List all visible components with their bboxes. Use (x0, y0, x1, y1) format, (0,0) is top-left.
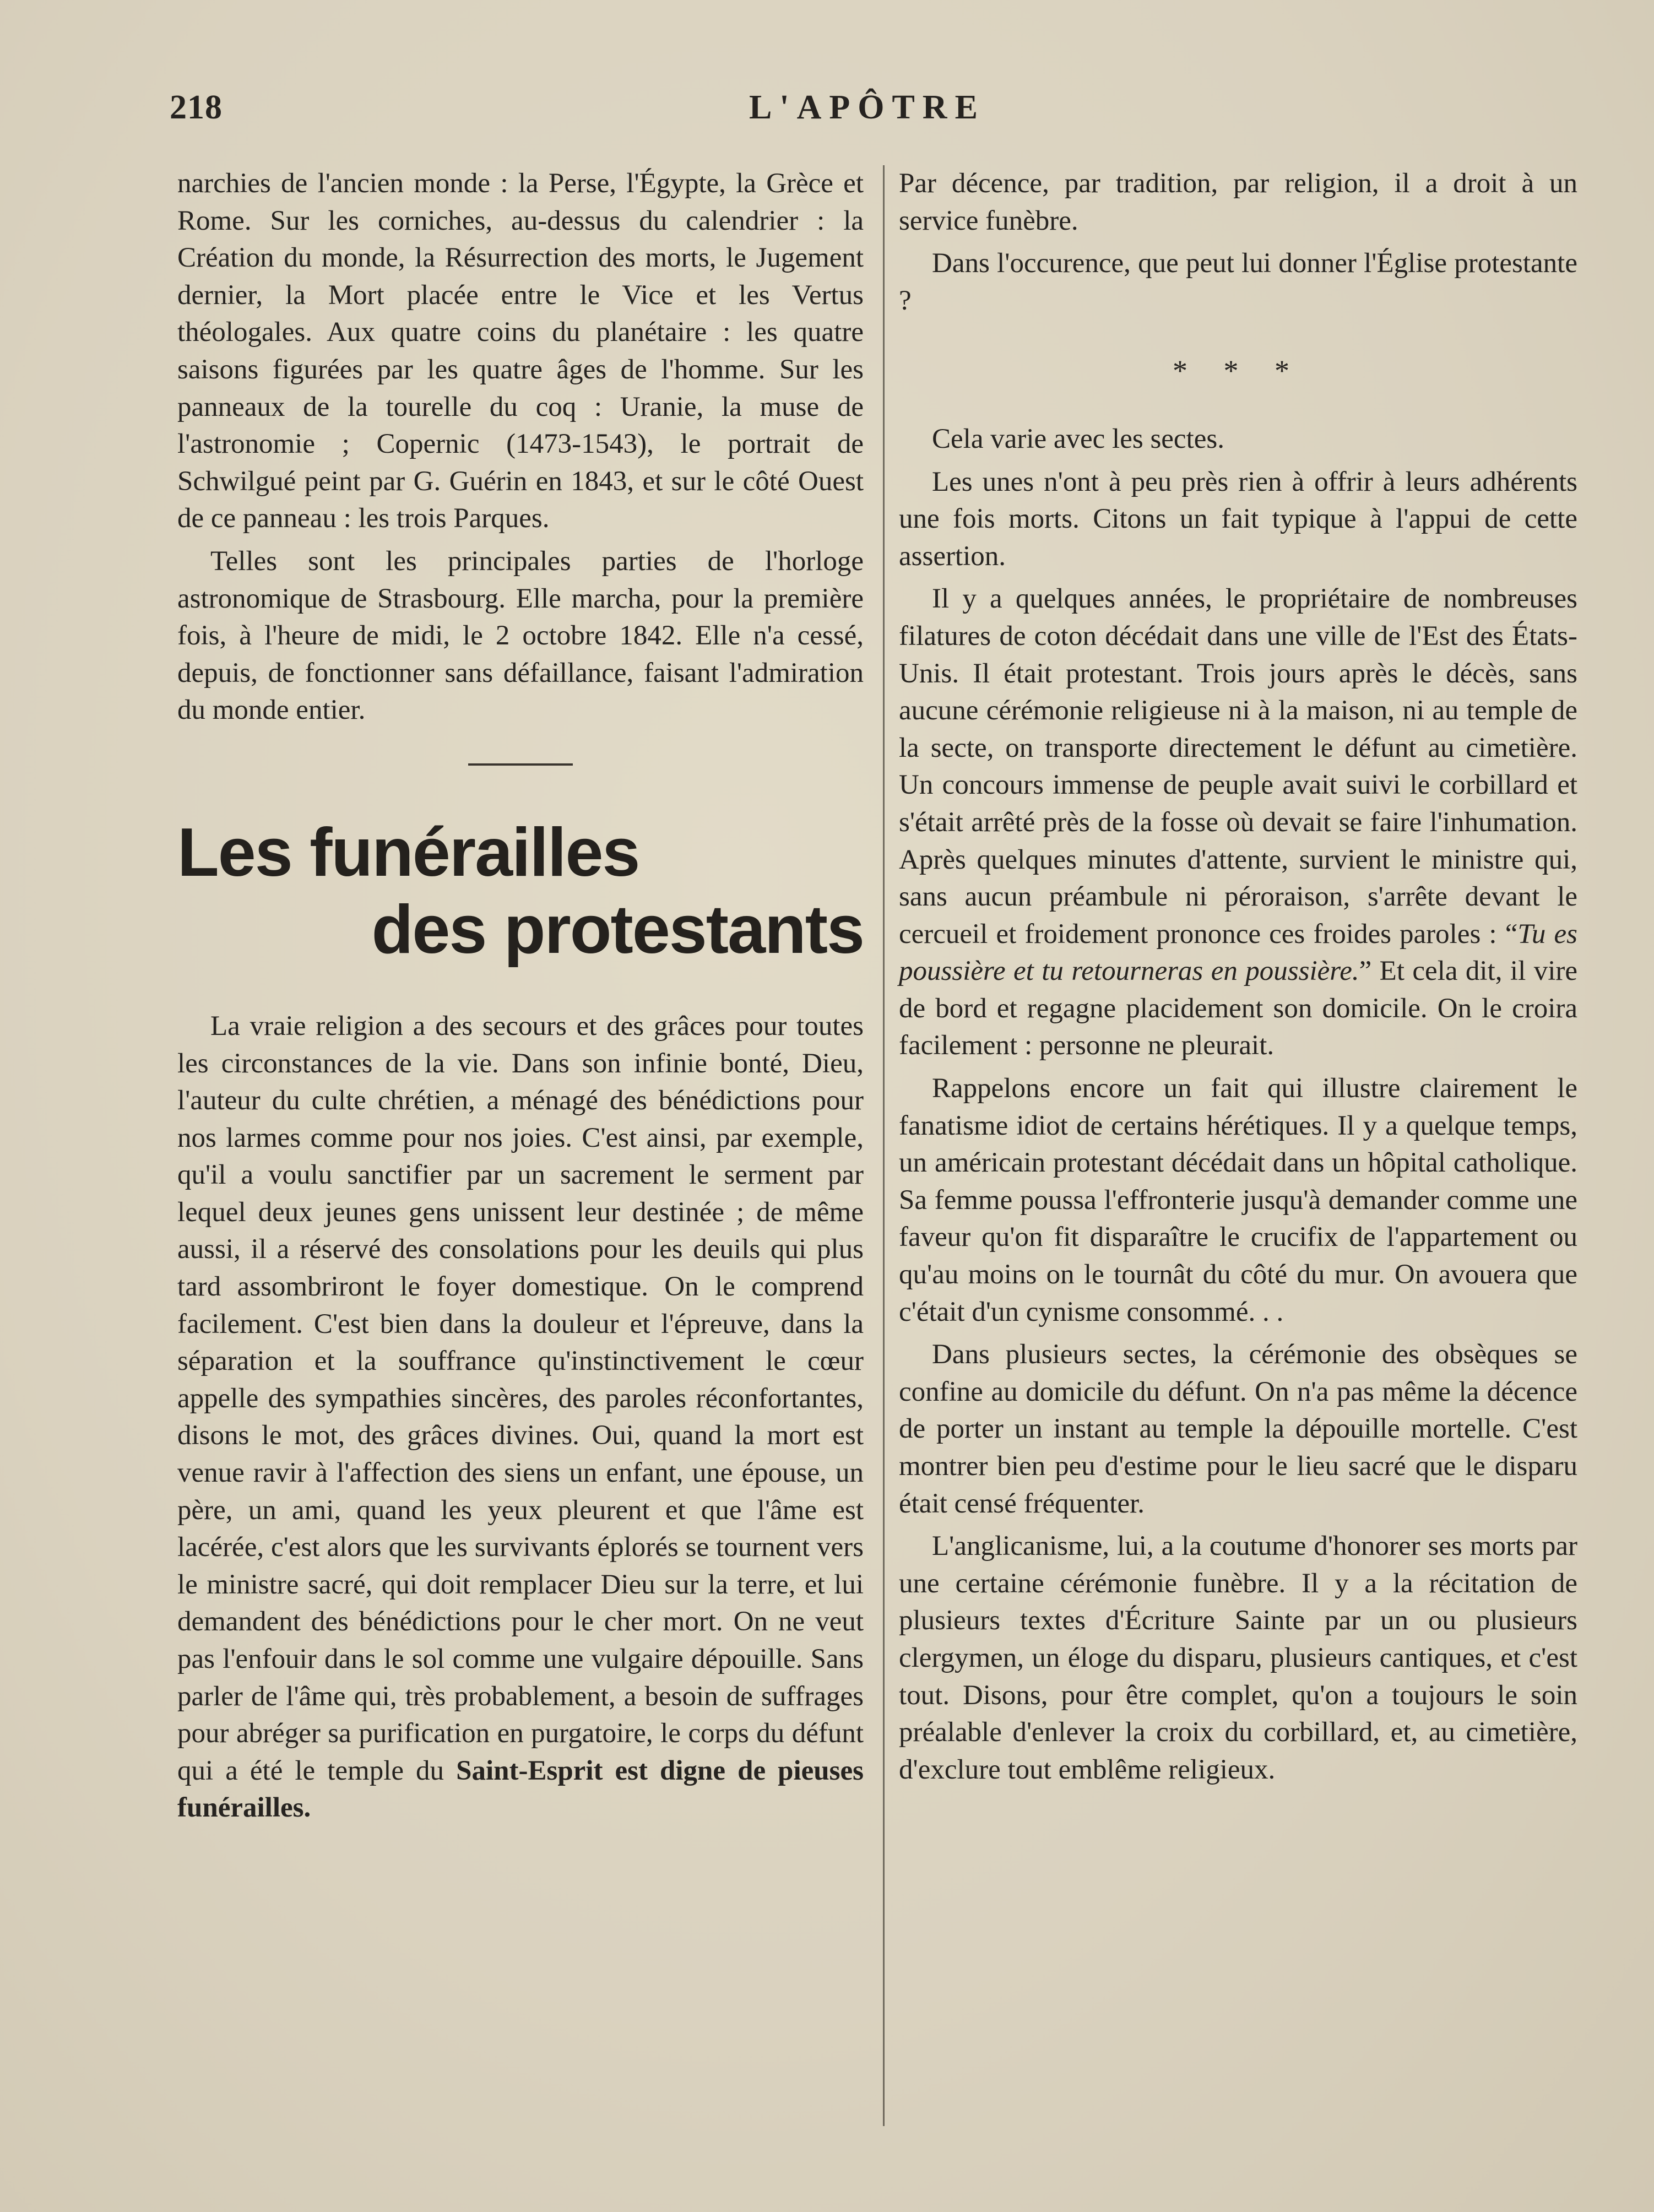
right-paragraph-question: Dans l'occurence, que peut lui donner l'Église protestante ? (899, 248, 1577, 316)
page-number: 218 (170, 89, 223, 126)
right-paragraph-continuation: Par décence, par tradition, par religion, il a droit à un service funèbre. (899, 168, 1577, 236)
column-divider (883, 165, 885, 2126)
story-quote: Tu es poussière et tu retourneras en poussière. (899, 918, 1577, 987)
section-divider (468, 763, 573, 766)
right-paragraph-sects: Cela varie avec les sectes. (932, 423, 1224, 454)
article-title-line-2: des protestants (371, 891, 864, 968)
article-paragraph-intro (177, 1008, 864, 1827)
right-paragraph-nothing: Les unes n'ont à peu près rien à offrir à leurs adhérents une fois morts. Citons un fait typique à l'appui de cette assertion. (899, 466, 1577, 572)
page-header (0, 88, 1654, 138)
story-text-before-quote: Il y a quelques années, le propriétaire de nombreuses filatures de coton décédait dans une ville de l'Est des États-Unis. Il était protestant. Trois jours après le décès, sans aucune cérémonie religieuse ni à la maison, ni au temple de la secte, on transporte directement le défunt au cimetière. Un concours immense de peuple avait suivi le corbillard et s'était arrêté près de la fosse où devait se faire l'inhumation. Après quelques minutes d'attente, survient le ministre qui, sans aucun préambule ni péroraison, s'arrête devant le cercueil et froidement prononce ces froides paroles : “ (899, 583, 1577, 950)
left-paragraph-clock: Telles sont les principales parties de l'horloge astronomique de Strasbourg. Elle marcha, pour la première fois, à l'heure de midi, le 2 octobre 1842. Elle n'a cessé, depuis, de fonctionner sans défaillance, faisant l'admiration du monde entier. (177, 545, 864, 726)
article-paragraph-closing: Saint-Esprit est digne de pieuses funérailles. (177, 1755, 864, 1824)
asterism-separator: * * * (1173, 354, 1304, 388)
running-head: L'APÔTRE (749, 89, 985, 126)
left-paragraph-continuation: narchies de l'ancien monde : la Perse, l'Égypte, la Grèce et Rome. Sur les corniches, au-dessus du calendrier : la Création du monde, la Résurrection des morts, le Jugement dernier, la Mort placée entre le Vice et les Vertus théologales. Aux quatre coins du planétaire : les quatre saisons figurées par les quatre âges de l'homme. Sur les panneaux de la tourelle du coq : Uranie, la muse de l'astronomie ; Copernic (1473-1543), le portrait de Schwilgué peint par G. Guérin en 1843, et sur le côté Ouest de ce panneau : les trois Parques. (177, 168, 864, 534)
story-text-after-quote: ” Et cela dit, il vire de bord et regagne placidement son domicile. On le croira facilement : personne ne pleurait. (899, 956, 1577, 1061)
right-paragraph-story (899, 581, 1577, 1065)
article-paragraph-body: La vraie religion a des secours et des grâces pour toutes les circonstances de la vie. Dans son infinie bonté, Dieu, l'auteur du culte chrétien, a ménagé des bénédictions pour nos larmes comme pour nos joies. C'est ainsi, par exemple, qu'il a voulu sanctifier par un sacrement le serment par lequel deux jeunes gens unissent leur destinée ; de même aussi, il a réservé des consolations pour les deuils qui plus tard assombriront le foyer domestique. On le comprend facilement. C'est bien dans la douleur et l'épreuve, dans la séparation et la souffrance qu'instinctivement le cœur appelle des sympathies sincères, des paroles réconfortantes, disons le mot, des grâces divines. Oui, quand la mort est venue ravir à l'affection des siens un enfant, une épouse, un père, un ami, quand les yeux pleurent et que l'âme est lacérée, c'est alors que les survivants éplorés se tournent vers le ministre sacré, qui doit remplacer Dieu sur la terre, et lui demandent des bénédictions pour le cher mort. On ne veut pas l'enfouir dans le sol comme une vulgaire dépouille. Sans parler de l'âme qui, très probablement, a besoin de suffrages pour abréger sa purification en purgatoire, le corps du défunt qui a été le temple du (177, 1010, 864, 1786)
left-column (177, 165, 864, 1827)
article-title-line-1: Les funérailles (177, 814, 639, 891)
right-column (899, 165, 1577, 1788)
right-paragraph-domicile: Dans plusieurs sectes, la cérémonie des obsèques se confine au domicile du défunt. On n'a pas même la décence de porter un instant au temple la dépouille mortelle. C'est montrer bien peu d'estime pour le lieu sacré que le disparu était censé fréquenter. (899, 1339, 1577, 1519)
article-title (177, 814, 864, 968)
right-paragraph-fanaticism: Rappelons encore un fait qui illustre clairement le fanatisme idiot de certains hérétiques. Il y a quelque temps, un américain protestant décédait dans un hôpital catholique. Sa femme poussa l'effronterie jusqu'à demander comme une faveur qu'on fit disparaître le crucifix de l'appartement ou qu'au moins on le tournât du côté du mur. On avouera que c'était d'un cynisme consommé. . . (899, 1073, 1577, 1327)
right-paragraph-anglicanism: L'anglicanisme, lui, a la coutume d'honorer ses morts par une certaine cérémonie funèbre. Il y a la récitation de plusieurs textes d'Écriture Sainte par un ou plusieurs clergymen, un éloge du disparu, plusieurs cantiques, et c'est tout. Disons, pour être complet, qu'on a toujours le soin préalable d'enlever la croix du corbillard, et, au cimetière, d'exclure tout emblême religieux. (899, 1531, 1577, 1785)
